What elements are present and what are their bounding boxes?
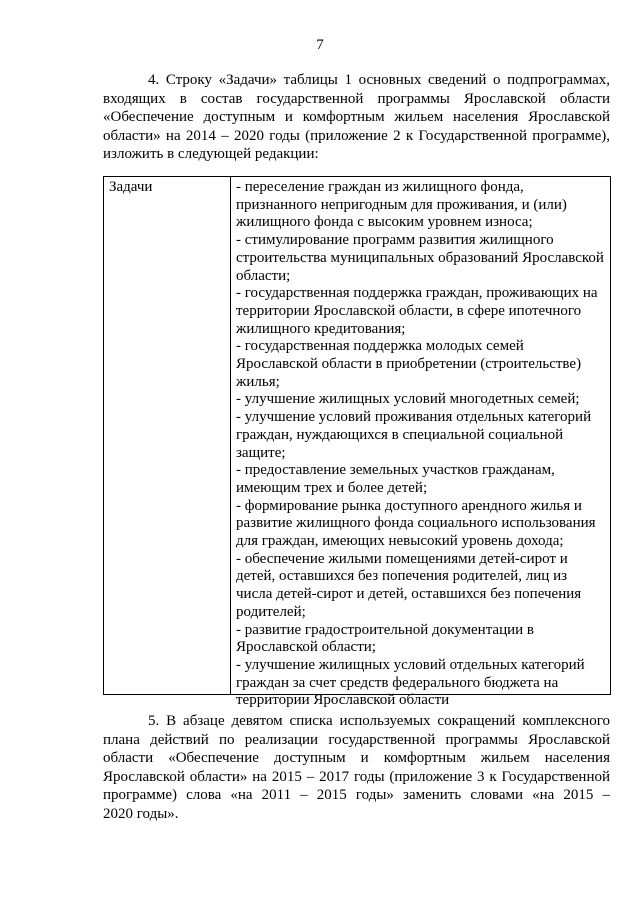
table-line: строительства муниципальных образований Ярославской — [236, 249, 604, 266]
paragraph-4-line: изложить в следующей редакции: — [103, 146, 319, 162]
table-line: защите; — [236, 444, 286, 461]
table-line: жилищного фонда с высоким уровнем износа; — [236, 214, 533, 231]
paragraph-4-line: «Обеспечение доступным и комфортным жильем населения Ярославской — [103, 109, 610, 125]
table-line: развитие жилищного фонда социального использования — [236, 515, 596, 532]
paragraph-5-line: плана действий по реализации государственной программы Ярославской — [103, 731, 610, 748]
table-line: для граждан, имеющих невысокий уровень дохода; — [236, 533, 564, 550]
table-line: детей, оставшихся без попечения родителей, лиц из — [236, 568, 568, 585]
table-line: признанного непригодным для проживания, и (или) — [236, 196, 567, 213]
paragraph-5-line: 2020 годы». — [103, 805, 179, 822]
table-line: - государственная поддержка граждан, проживающих на — [236, 285, 598, 302]
paragraph-5-line: программе) слова «на 2011 – 2015 годы» заменить словами «на 2015 – — [103, 787, 610, 803]
table-line: - переселение граждан из жилищного фонда, — [236, 179, 524, 195]
table-line: - стимулирование программ развития жилищного — [236, 232, 554, 249]
paragraph-5 — [103, 712, 610, 823]
paragraph-4 — [103, 71, 610, 164]
table-line: - улучшение условий проживания отдельных категорий — [236, 409, 592, 426]
table-line: - обеспечение жилыми помещениями детей-сирот и — [236, 550, 568, 567]
page-number: 7 — [316, 37, 324, 53]
table-line: области; — [236, 267, 291, 284]
table-line: Ярославской области; — [236, 639, 376, 656]
paragraph-5-line: Ярославской области» на 2015 – 2017 годы (приложение 3 к Государственной — [103, 768, 610, 785]
table-line: жилищного кредитования; — [236, 320, 406, 337]
table-line: жилья; — [236, 373, 280, 390]
paragraph-4-line: 4. Строку «Задачи» таблицы 1 основных сведений о подпрограммах, — [148, 72, 610, 88]
table-line: - государственная поддержка молодых семей — [236, 338, 524, 355]
table-label-cell: Задачи — [104, 177, 231, 694]
table-line: - развитие градостроительной документации в — [236, 621, 535, 638]
table-line: территории Ярославской области — [236, 692, 450, 709]
paragraph-5-line: области «Обеспечение доступным и комфортным жильем населения — [103, 750, 610, 766]
paragraph-5-line: 5. В абзаце девятом списка используемых сокращений комплексного — [148, 713, 610, 729]
paragraph-4-line: входящих в состав государственной программы Ярославской области — [103, 90, 610, 107]
table-line: Ярославской области в приобретении (строительстве) — [236, 356, 582, 373]
tasks-table — [103, 176, 611, 709]
table-line: граждан, нуждающихся в специальной социальной — [236, 426, 564, 443]
table-line: числа детей-сирот и детей, оставшихся без попечения — [236, 586, 582, 603]
table-line: - формирование рынка доступного арендного жилья и — [236, 497, 582, 514]
table-line: - улучшение жилищных условий отдельных категорий — [236, 656, 585, 673]
table-content-cell — [231, 177, 610, 709]
table-line: родителей; — [236, 603, 306, 620]
table-line: - предоставление земельных участков гражданам, — [236, 462, 555, 479]
paragraph-4-line: области» на 2014 – 2020 годы (приложение 2 к Государственной программе), — [103, 127, 610, 144]
table-line: территории Ярославской области, в сфере ипотечного — [236, 302, 582, 319]
table-line: - улучшение жилищных условий многодетных семей; — [236, 391, 580, 408]
table-line: граждан за счет средств федерального бюджета на — [236, 674, 559, 691]
table-line: имеющим трех и более детей; — [236, 479, 428, 496]
